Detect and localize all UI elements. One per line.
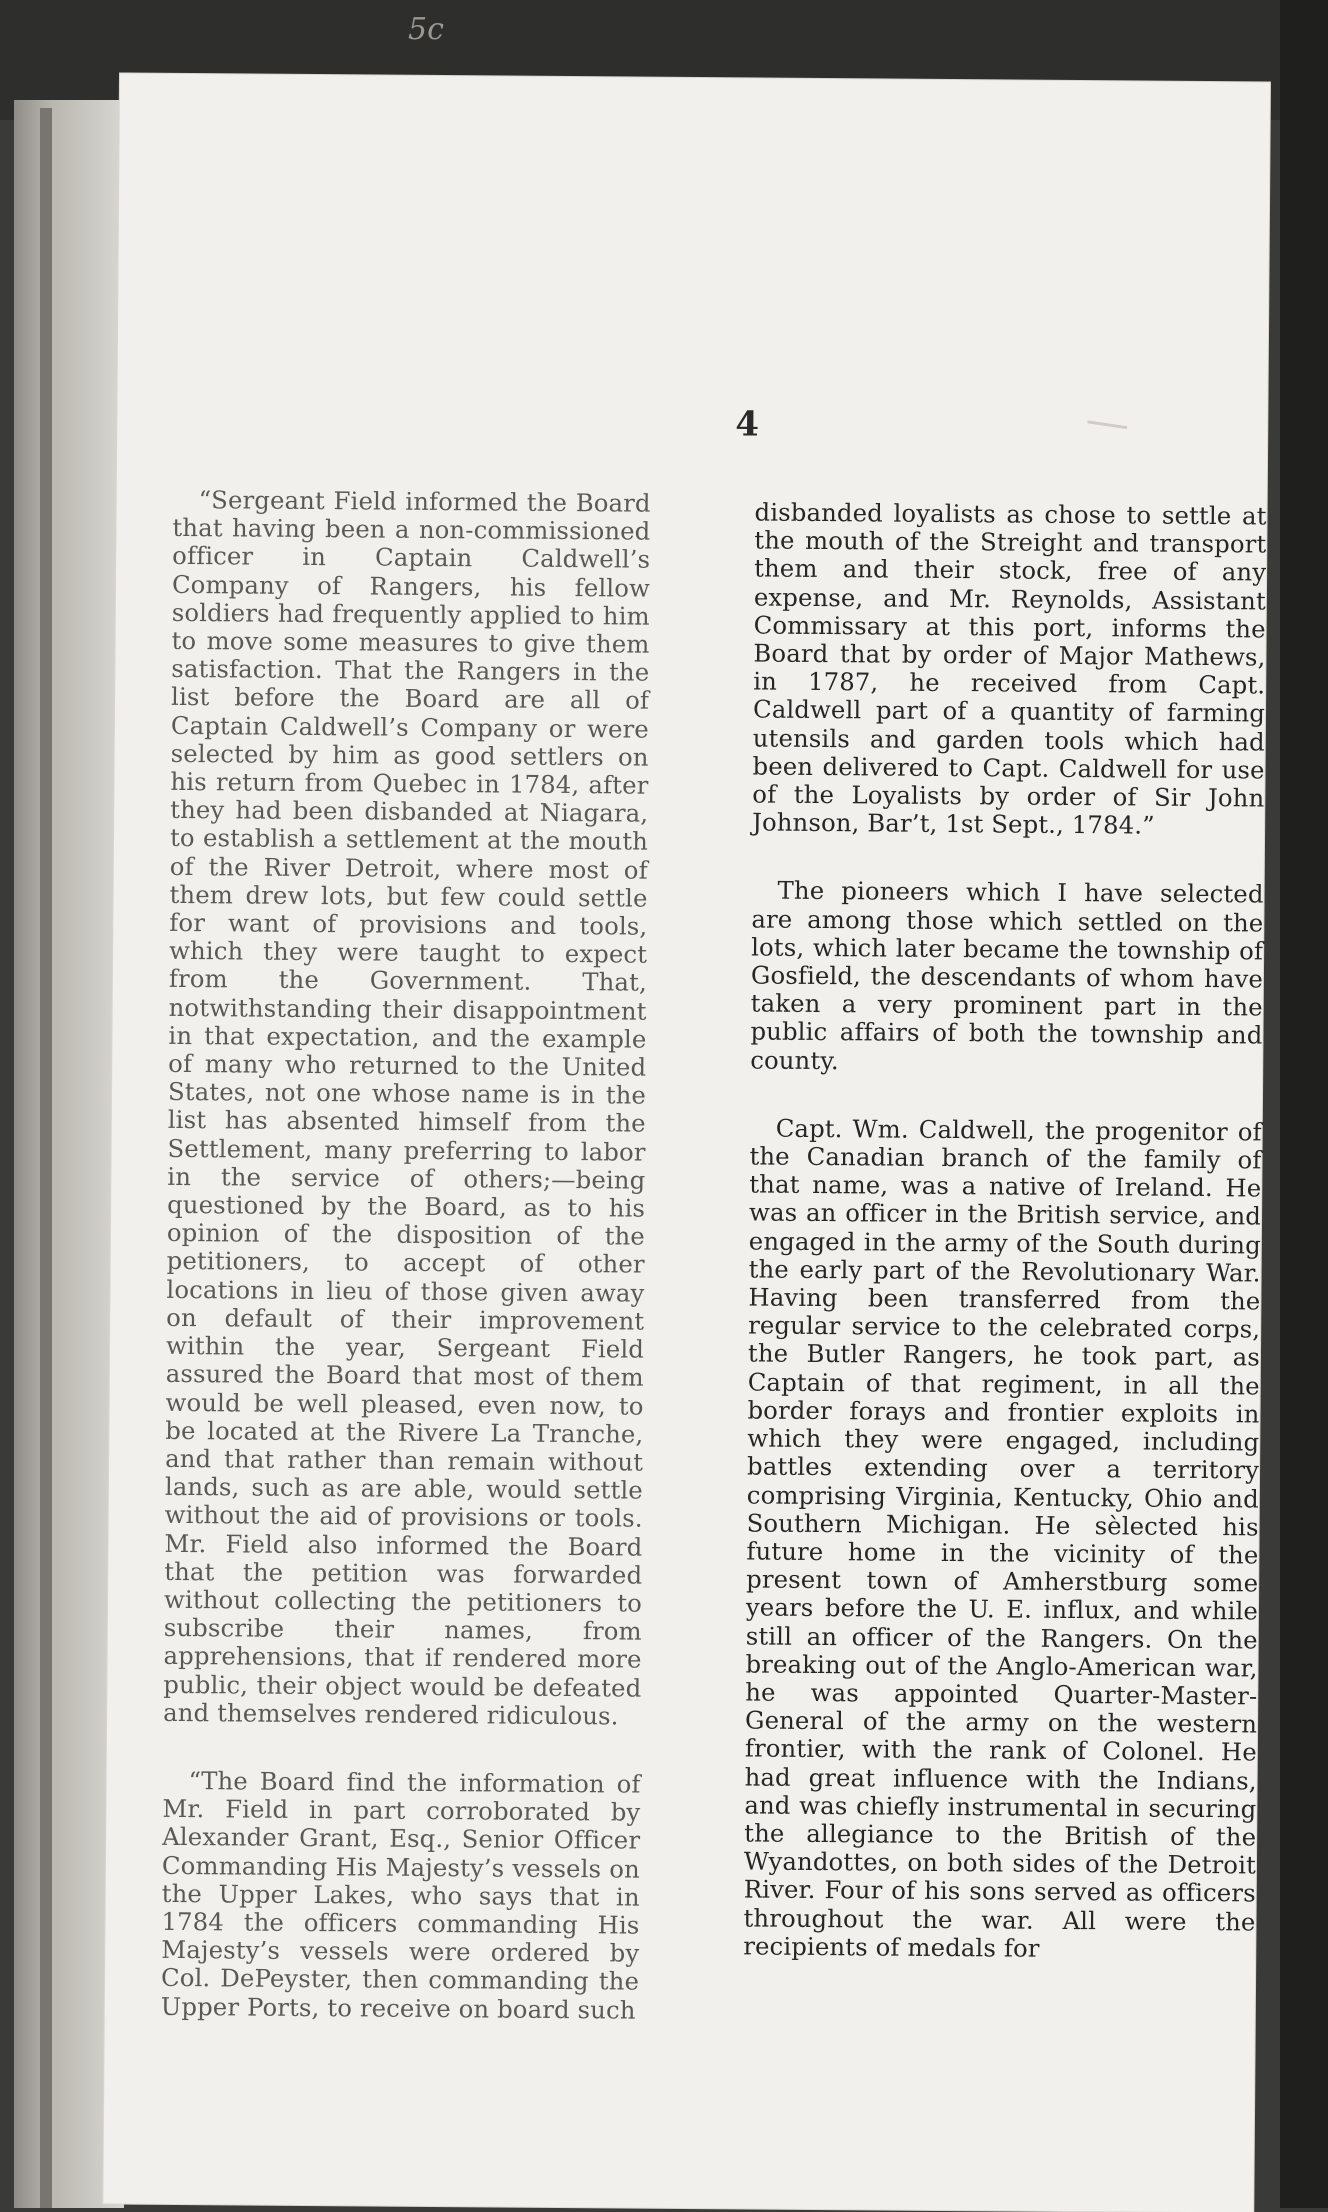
paragraph: “Sergeant Field informed the Board that having been a non-commissioned officer in Captain Caldwell’s Company of Rangers, his fellow soldiers had frequently applied to him to move some measures to give them satisfaction. That the Rangers in the list before the Board are all of Captain Caldwell’s Company or were selected by him as good settlers on his return from Quebec in 1784, after they had been disbanded at Niagara, to establish a settlement at the mouth of the River Detroit, where most of them drew lots, but few could settle for want of provisions and tools, which they were taught to expect from the Government. That, notwithstanding their disappointment in that expectation, and the example of many who returned to the United States, not one whose name is in the list has absented himself from the Settlement, many preferring to labor in the service of others;—being questioned by the Board, as to his opinion of the disposition of the petitioners, to accept of other locations in lieu of those given away on default of their improvement within the year, Sergeant Field assured the Board that most of them would be well pleased, even now, to be located at the Rivere La Tranche, and that rather than remain without lands, such as are able, would settle without the aid of provisions or tools. Mr. Field also informed the Board that the petition was forwarded without collecting the petitioners to subscribe their names, from apprehensions, that if rendered more public, their object would be defeated and themselves rendered ridiculous. (163, 485, 651, 1731)
paragraph: “The Board find the information of Mr. Field in part corroborated by Alexander Grant, Esq., Senior Officer Commanding His Majesty’s vessels on the Upper Lakes, who says that in 1784 the officers commanding His Majesty’s vessels were ordered by Col. DePeyster, then commanding the Upper Ports, to receive on board such (160, 1766, 641, 2025)
handwritten-mark: 5c (408, 12, 444, 47)
page-number: 4 (735, 404, 760, 445)
scan-right-border (1280, 0, 1328, 2208)
paragraph: disbanded loyalists as chose to settle at the mouth of the Streight and transport them and their stock, free of any expense, and Mr. Reynolds, Assistant Commissary at this port, informs the Board that by order of Major Mathews, in 1787, he received from Capt. Caldwell part of a quantity of farming utensils and garden tools which had been delivered to Capt. Caldwell for use of the Loyalists by order of Sir John Johnson, Bar’t, 1st Sept., 1784.” (752, 497, 1267, 840)
page-edge-line (40, 108, 52, 2208)
document-page (103, 73, 1270, 2212)
stray-mark (1087, 420, 1127, 429)
right-column (743, 498, 1267, 2004)
left-column (160, 486, 650, 2064)
paragraph: The pioneers which I have selected are among those which settled on the lots, which later became the township of Gosfield, the descendants of whom have taken a very prominent part in the public affairs of both the township and county. (750, 876, 1264, 1075)
paragraph: Capt. Wm. Caldwell, the progenitor of the Canadian branch of the family of that name, was a native of Ireland. He was an officer in the British service, and engaged in the army of the South during the early part of the Revolutionary War. Having been transferred from the regular service to the celebrated corps, the Butler Rangers, he took part, as Captain of that regiment, in all the border forays and frontier exploits in which they were engaged, including battles extending over a territory comprising Virginia, Kentucky, Ohio and Southern Michigan. He sèlected his future home in the vicinity of the present town of Amherstburg some years before the U. E. influx, and while still an officer of the Rangers. On the breaking out of the Anglo-American war, he was appointed Quarter-Master-General of the army on the western frontier, with the rank of Colonel. He had great influence with the Indians, and was chiefly instrumental in securing the allegiance to the British of the Wyandottes, on both sides of the Detroit River. Four of his sons served as officers throughout the war. All were the recipients of medals for (743, 1113, 1262, 1963)
